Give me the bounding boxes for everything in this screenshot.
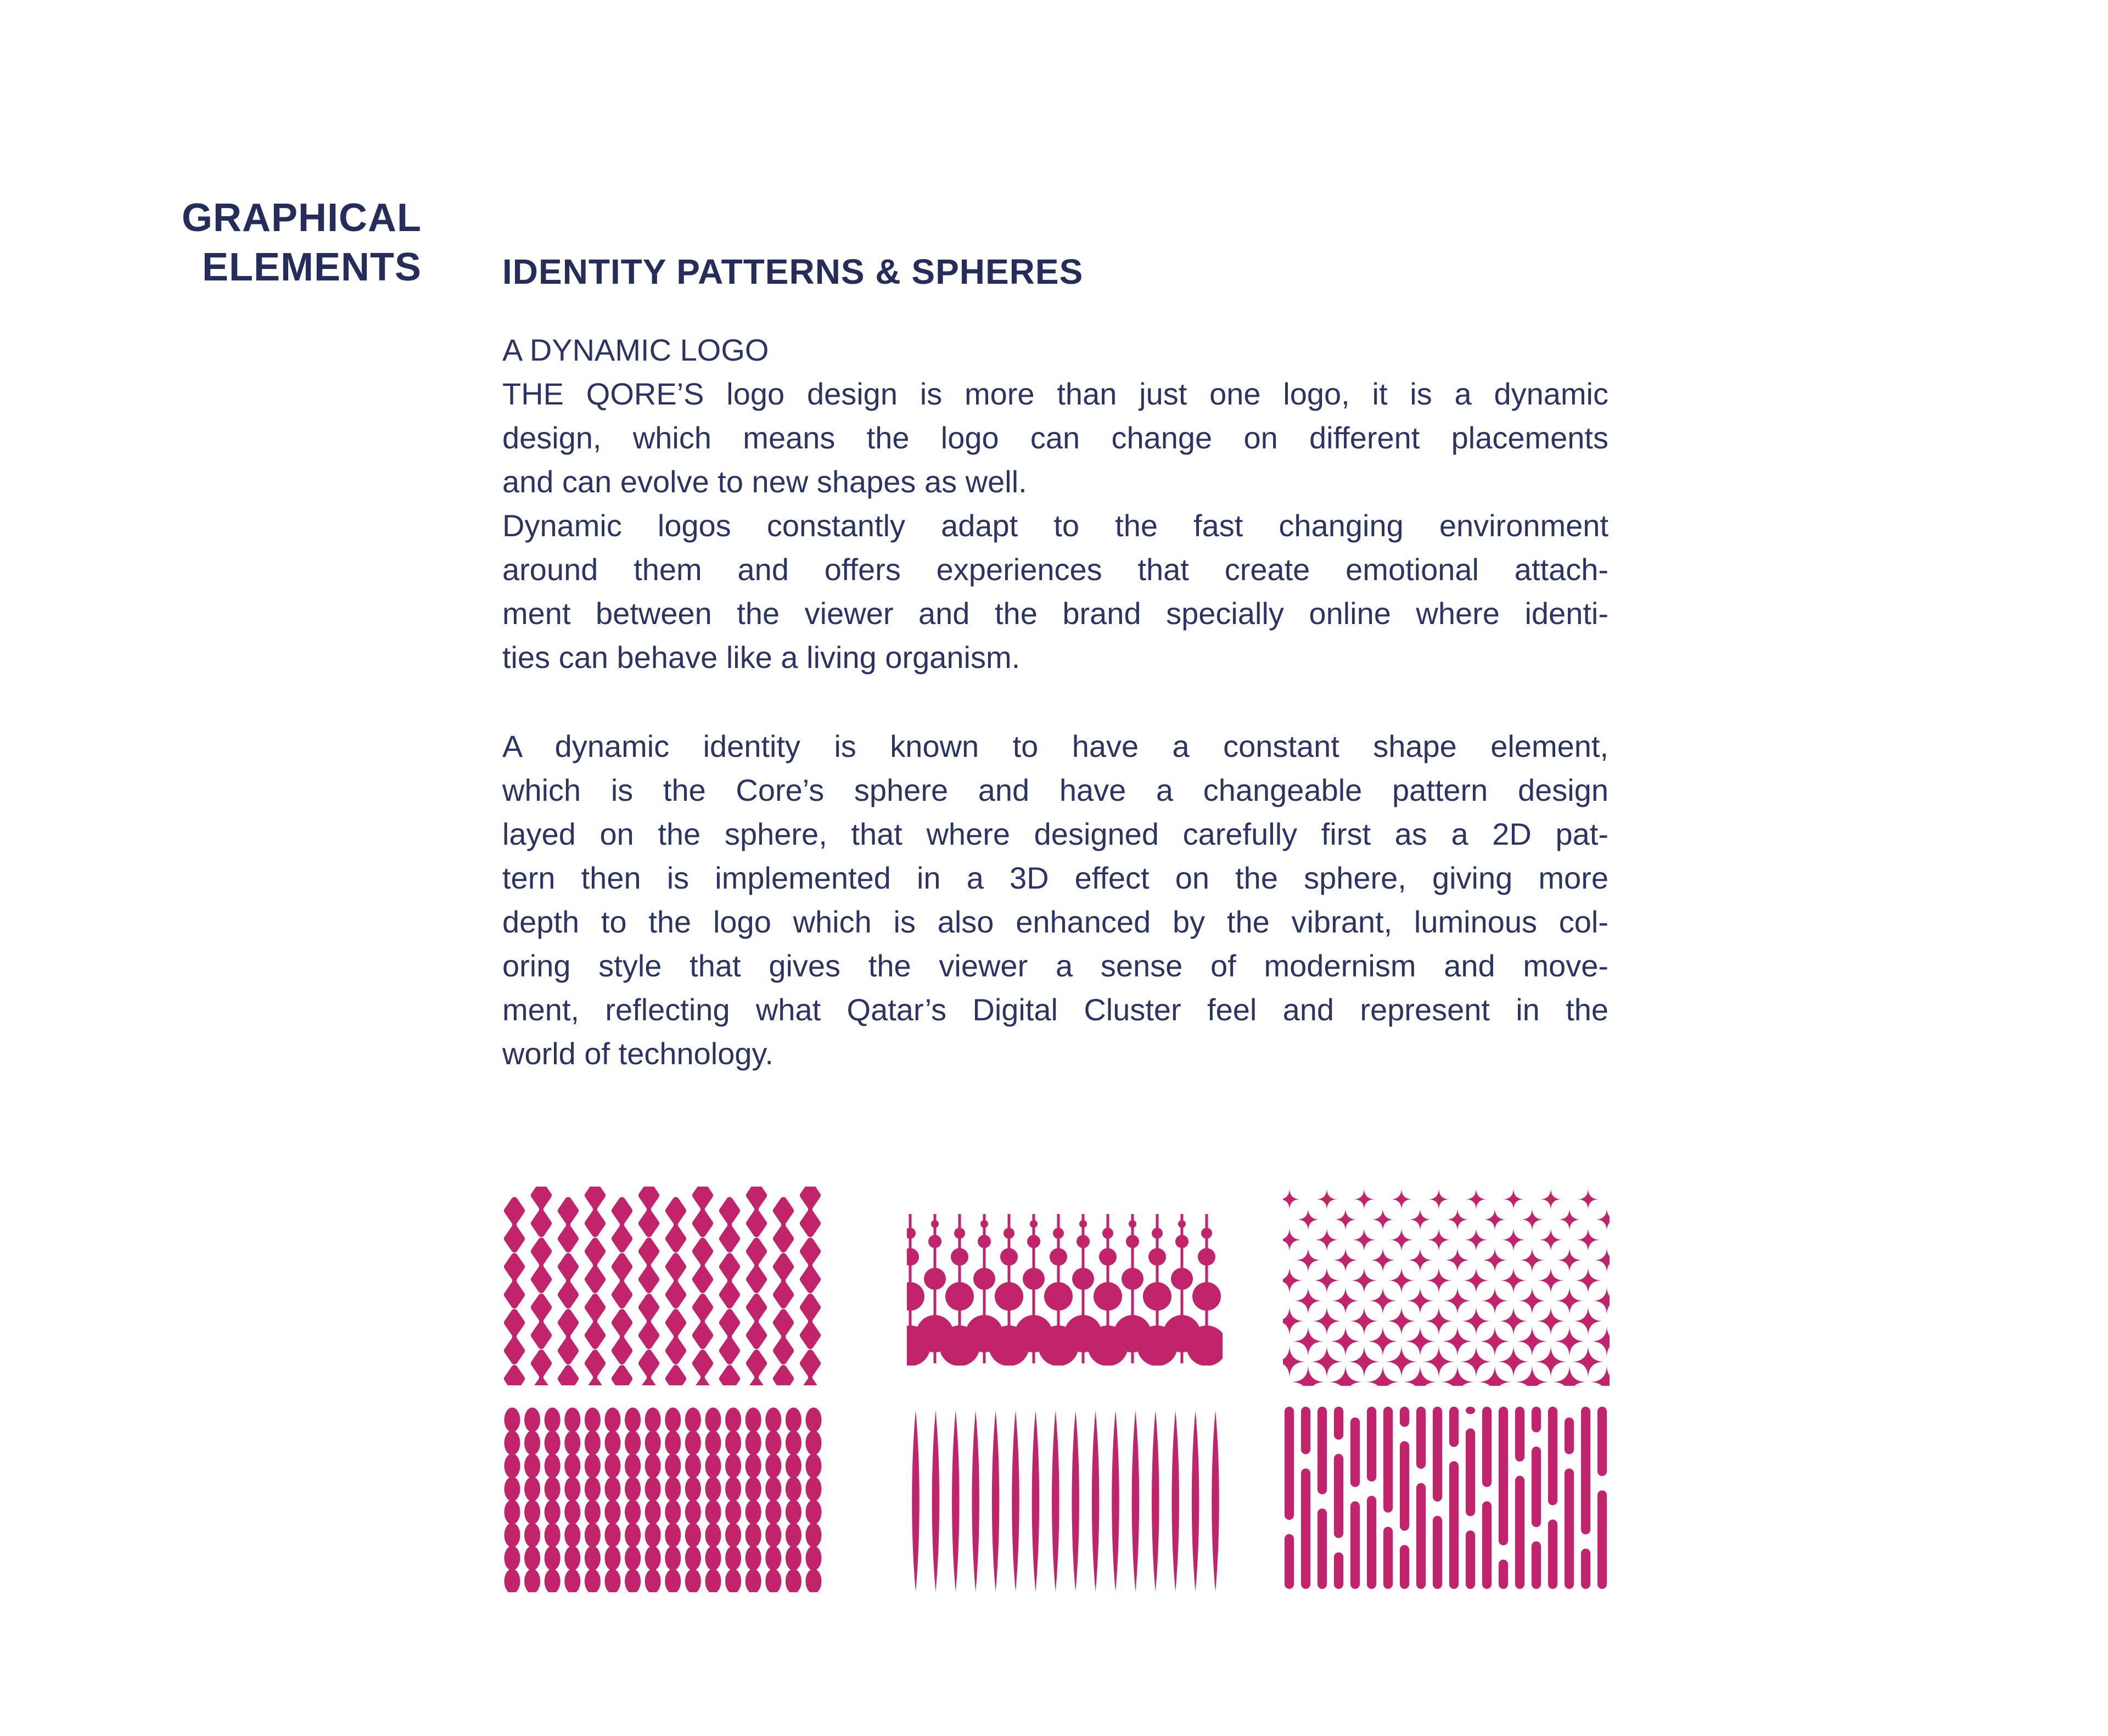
body-text-line: around them and offers experiences that create emotional attach- <box>502 552 1608 587</box>
body-text-line: Dynamic logos constantly adapt to the fast changing environment <box>502 508 1608 543</box>
body-text-line: THE QORE’S logo design is more than just one logo, it is a dynamic <box>502 377 1608 411</box>
section-heading: IDENTITY PATTERNS & SPHERES <box>502 252 1084 291</box>
body-text-line: ties can behave like a living organism. <box>502 640 1021 675</box>
pattern-tile-oval-grid <box>502 1407 823 1592</box>
body-text-line: ment, reflecting what Qatar’s Digital Cluster feel and represent in the <box>502 992 1608 1027</box>
body-text-line: design, which means the logo can change on different placements <box>502 420 1608 455</box>
oval-grid-pattern-svg <box>502 1407 823 1592</box>
paragraph-block <box>502 504 1608 679</box>
body-text-line: which is the Core’s sphere and have a changeable pattern design <box>502 773 1608 807</box>
body-text-line: layed on the sphere, that where designed carefully first as a 2D pat- <box>502 817 1608 851</box>
body-text-line: and can evolve to new shapes as well. <box>502 464 1027 499</box>
body-text-line: world of technology. <box>502 1036 773 1071</box>
body-text-line: A dynamic identity is known to have a constant shape element, <box>502 729 1608 763</box>
body-text-line: tern then is implemented in a 3D effect on the sphere, giving more <box>502 861 1608 895</box>
paragraph-block <box>502 724 1608 1076</box>
pattern-tile-star-field <box>1283 1188 1610 1386</box>
body-text-line: A DYNAMIC LOGO <box>502 333 769 367</box>
pattern-swatches <box>502 1187 1610 1595</box>
body-text <box>502 328 1608 1076</box>
diamond-link-pattern-svg <box>502 1187 821 1385</box>
spindle-pattern-svg <box>906 1409 1221 1593</box>
page-title-line-1: GRAPHICAL <box>182 196 422 240</box>
page-title <box>99 193 422 292</box>
pattern-tile-bead-strings <box>907 1214 1223 1366</box>
pattern-tile-dash-bars <box>1280 1407 1608 1589</box>
pattern-tile-spindles <box>906 1409 1221 1593</box>
paragraph-block <box>502 372 1608 504</box>
bead-string-pattern-svg <box>907 1214 1223 1366</box>
dash-bar-pattern-svg <box>1280 1407 1608 1589</box>
body-text-line: depth to the logo which is also enhanced by the vibrant, luminous col- <box>502 904 1608 939</box>
star-field-pattern-svg <box>1283 1188 1610 1386</box>
page-title-line-2: ELEMENTS <box>201 245 422 289</box>
body-text-line: ment between the viewer and the brand specially online where identi- <box>502 596 1608 631</box>
paragraph-block <box>502 328 1608 372</box>
body-text-line: oring style that gives the viewer a sense of modernism and move- <box>502 948 1608 983</box>
pattern-tile-diamond-links <box>502 1187 821 1385</box>
